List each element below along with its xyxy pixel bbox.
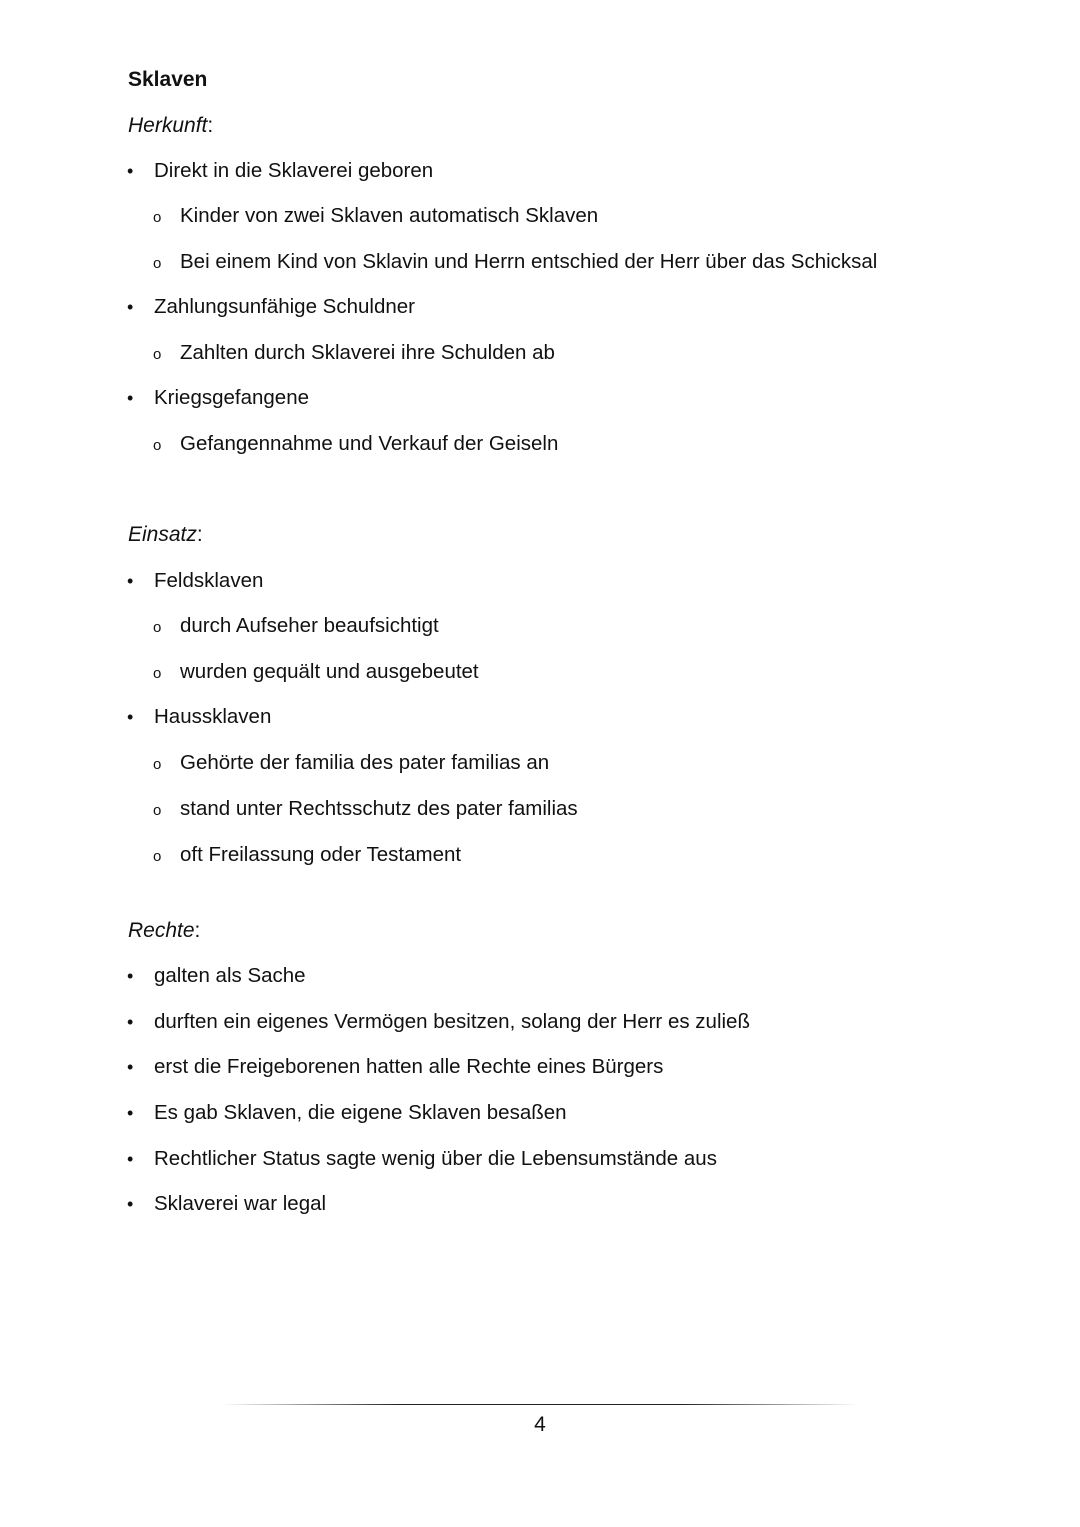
sub-bullet-icon: o (153, 209, 162, 226)
sub-bullet-icon: o (153, 346, 162, 363)
sub-bullet-icon: o (153, 665, 162, 682)
list-item (127, 1190, 327, 1218)
sub-list-item (153, 339, 555, 367)
colon: : (207, 114, 214, 137)
sub-bullet-icon: o (153, 255, 162, 272)
sub-list-item-text: Zahlten durch Sklaverei ihre Schulden ab (180, 341, 555, 364)
list-item (127, 1145, 717, 1173)
list-item (127, 1053, 664, 1081)
sub-list-item-text: wurden gequält und ausgebeutet (180, 660, 479, 683)
sub-list-item (153, 612, 439, 640)
section-label-text: Herkunft (128, 114, 208, 137)
sub-list-item (153, 248, 878, 276)
sub-list-item-text: Bei einem Kind von Sklavin und Herrn entschied der Herr über das Schicksal (180, 250, 878, 273)
sub-list-item (153, 658, 479, 686)
section-label-text: Rechte (128, 919, 195, 942)
bullet-icon: • (127, 1057, 134, 1077)
colon: : (196, 523, 203, 546)
sub-list-item (153, 749, 550, 777)
list-item (127, 1099, 567, 1127)
footer-divider (220, 1404, 860, 1405)
list-item-text: Zahlungsunfähige Schuldner (154, 295, 415, 318)
sub-bullet-icon: o (153, 848, 162, 865)
list-item (127, 293, 415, 321)
sub-list-item-text: Gehörte der familia des pater familias an (180, 751, 550, 774)
page-number: 4 (534, 1413, 546, 1436)
section-label-text: Einsatz (128, 523, 197, 546)
bullet-icon: • (127, 1103, 134, 1123)
sub-list-item (153, 202, 599, 230)
page-title: Sklaven (128, 68, 208, 91)
bullet-icon: • (127, 297, 134, 317)
list-item-text: Kriegsgefangene (154, 386, 310, 409)
list-item (127, 567, 264, 595)
list-item-text: durften ein eigenes Vermögen besitzen, solang der Herr es zuließ (154, 1010, 750, 1033)
sub-bullet-icon: o (153, 756, 162, 773)
sub-list-item-text: Kinder von zwei Sklaven automatisch Sklaven (180, 204, 599, 227)
list-item-text: Direkt in die Sklaverei geboren (154, 159, 434, 182)
list-item-text: galten als Sache (154, 964, 306, 987)
colon: : (194, 919, 201, 942)
list-item-text: Feldsklaven (154, 569, 264, 592)
sub-list-item (153, 430, 559, 458)
section-label-herkunft (128, 112, 213, 140)
list-item (127, 384, 310, 412)
bullet-icon: • (127, 707, 134, 727)
sub-bullet-icon: o (153, 619, 162, 636)
list-item-text: Rechtlicher Status sagte wenig über die Lebensumstände aus (154, 1147, 717, 1170)
sub-list-item (153, 795, 578, 823)
sub-bullet-icon: o (153, 802, 162, 819)
list-item-text: Es gab Sklaven, die eigene Sklaven besaßen (154, 1101, 567, 1124)
bullet-icon: • (127, 161, 134, 181)
sub-list-item-text: durch Aufseher beaufsichtigt (180, 614, 439, 637)
list-item-text: erst die Freigeborenen hatten alle Rechte eines Bürgers (154, 1055, 664, 1078)
sub-list-item-text: oft Freilassung oder Testament (180, 843, 462, 866)
list-item (127, 703, 272, 731)
list-item (127, 157, 434, 185)
bullet-icon: • (127, 1012, 134, 1032)
bullet-icon: • (127, 388, 134, 408)
list-item-text: Sklaverei war legal (154, 1192, 327, 1215)
bullet-icon: • (127, 1149, 134, 1169)
list-item-text: Haussklaven (154, 705, 272, 728)
list-item (127, 1008, 750, 1036)
section-label-einsatz (128, 521, 203, 549)
sub-list-item-text: stand unter Rechtsschutz des pater familias (180, 797, 578, 820)
section-label-rechte (128, 917, 200, 945)
bullet-icon: • (127, 1194, 134, 1214)
sub-list-item-text: Gefangennahme und Verkauf der Geiseln (180, 432, 559, 455)
sub-list-item (153, 841, 462, 869)
bullet-icon: • (127, 966, 134, 986)
sub-bullet-icon: o (153, 437, 162, 454)
list-item (127, 962, 306, 990)
bullet-icon: • (127, 571, 134, 591)
